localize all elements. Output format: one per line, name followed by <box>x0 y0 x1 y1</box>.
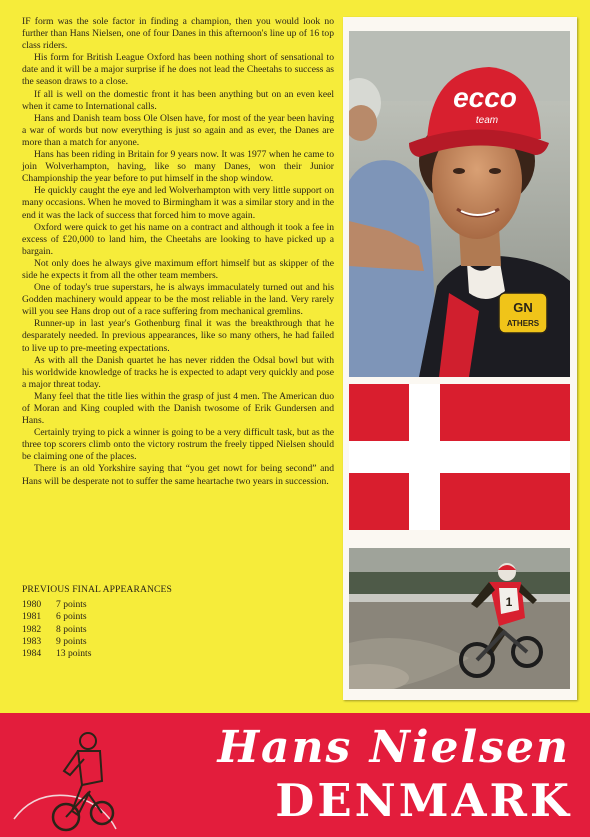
article-paragraph: Not only does he always give maximum effort himself but as skipper of the side he expects it from all the other team members. <box>22 257 334 281</box>
cap-logo: ecco <box>453 82 517 113</box>
article-paragraph: Hans and Danish team boss Ole Olsen have, for most of the year been having a war of words but now everything is just so again and as ever, the Danes are more than a match for anyone. <box>22 112 334 148</box>
appearance-row <box>22 636 222 648</box>
appearance-year: 1981 <box>22 611 42 623</box>
danish-flag-image <box>349 384 570 530</box>
article-paragraph: Hans has been riding in Britain for 9 years now. It was 1977 when he came to join Wolverhampton, having, like so many Danes, won their Junior Championship the year before to put himself in the shop window. <box>22 149 334 185</box>
appearances-heading: PREVIOUS FINAL APPEARANCES <box>22 584 172 595</box>
photo-panel <box>343 17 577 700</box>
race-number: 1 <box>505 595 513 609</box>
article-paragraph: Runner-up in last year's Gothenburg final it was the breakthrough that he desparately needed. In previous appearances, like so many others, he had failed to live up to pre-meeting expectations. <box>22 318 334 354</box>
article-paragraph: As with all the Danish quartet he has never ridden the Odsal bowl but with his worldwide knowledge of tracks he is expected to adapt very quickly and pose a major threat today. <box>22 354 334 390</box>
article-paragraph: There is an old Yorkshire saying that “you get nowt for being second” and Hans will be desperate not to suffer the same heartache two years in succession. <box>22 463 334 487</box>
title-banner <box>0 713 590 837</box>
appearance-row <box>22 648 222 660</box>
appearance-points: 9 points <box>56 635 87 647</box>
article-body <box>22 16 334 488</box>
article-paragraph: Many feel that the title lies within the grasp of just 4 men. The American duo of Moran and King coupled with the Danish twosome of Erik Gundersen and Hans. <box>22 390 334 427</box>
cap-subtext: team <box>475 115 499 126</box>
appearance-points: 7 points <box>56 599 87 611</box>
speedway-action-photo <box>349 548 570 689</box>
appearance-year: 1980 <box>22 599 42 611</box>
article-paragraph: IF form was the sole factor in finding a champion, then you would look no further than Hans Nielsen, one of four Danes in this afternoon's line up of 16 top class riders. <box>22 16 334 52</box>
appearance-points: 6 points <box>56 611 87 623</box>
article-paragraph: One of today's true superstars, he is always immaculately turned out and his Godden machinery would appear to be the most reliable in the land. Very rarely will you see Hans drop out of a race suffering from mechanical gremlins. <box>22 282 334 318</box>
appearance-row <box>22 611 222 623</box>
previous-final-appearances <box>22 584 222 660</box>
country-title: DENMARK <box>275 774 572 827</box>
appearance-points: 8 points <box>56 623 87 635</box>
appearance-year: 1982 <box>22 623 42 635</box>
article-paragraph: He quickly caught the eye and led Wolverhampton with very little support on many occasions. When he moved to Birmingham it was a similar story and in the end it was the lack of success that forced him to move again. <box>22 185 334 221</box>
appearance-year: 1983 <box>22 635 42 647</box>
article-paragraph: Certainly trying to pick a winner is going to be a very difficult task, but as the three top scorers climb onto the victory rostrum the freely tipped Nielsen should be claiming one of the places. <box>22 427 334 463</box>
article-paragraph: His form for British League Oxford has been nothing short of sensational to date and it will be a major surprise if he does not lead the Cheetahs to success as the season draws to a close. <box>22 52 334 88</box>
patch-subtext: ATHERS <box>506 319 540 328</box>
article-paragraph: If all is well on the domestic front it has been anything but on an even keel when it came to International calls. <box>22 88 334 112</box>
appearance-row <box>22 624 222 636</box>
appearance-points: 13 points <box>56 648 92 660</box>
appearance-year: 1984 <box>22 648 42 660</box>
speedway-rider-logo <box>6 719 124 837</box>
rider-portrait-photo <box>349 31 570 377</box>
appearance-row <box>22 599 222 611</box>
rider-name-title: Hans Nielsen <box>217 722 570 773</box>
patch-text: GN <box>513 300 533 315</box>
article-paragraph: Oxford were quick to get his name on a contract and although it took a fee in excess of £20,000 to land him, the Cheetahs are looking to have picked up a bargain. <box>22 221 334 257</box>
